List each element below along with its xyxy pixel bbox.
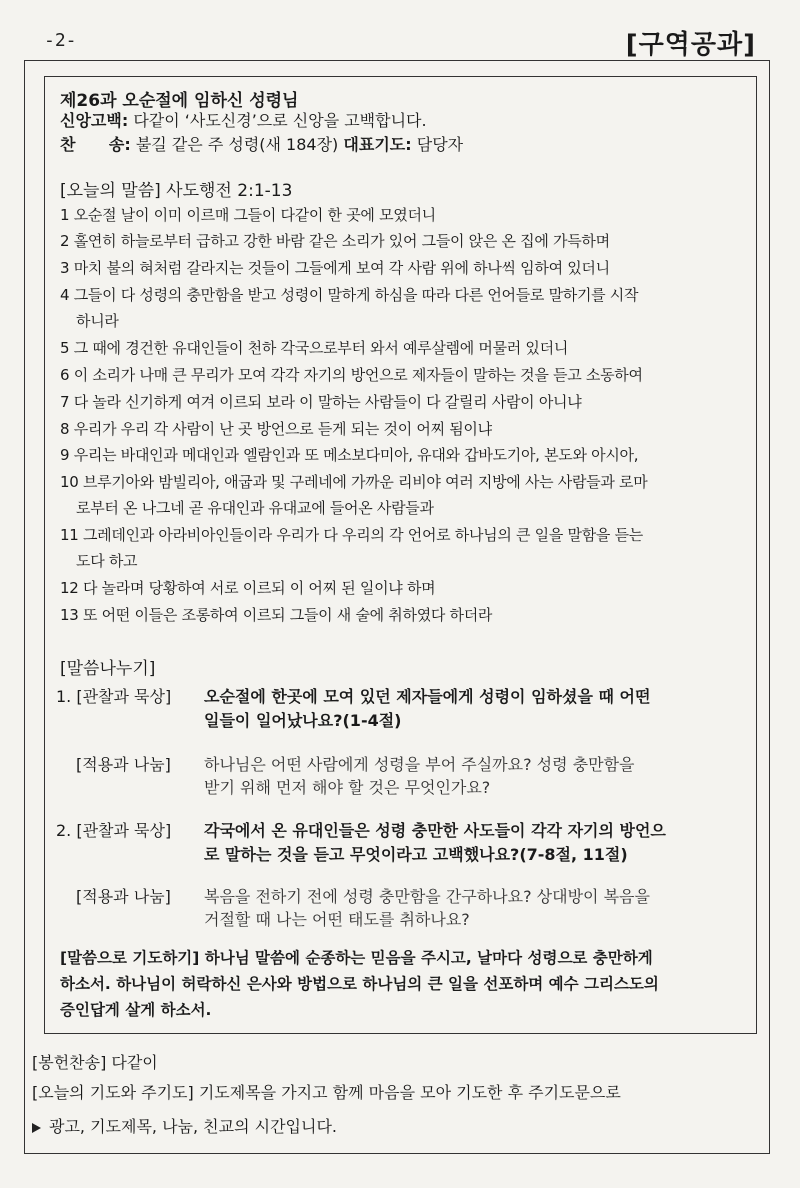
hymn-text: 불길 같은 주 성령(새 184장) xyxy=(135,135,339,154)
verse-10: 10 브루기아와 밤빌리아, 애굽과 및 구레네에 가까운 리비야 여러 지방에 사는 사람들과 로마 xyxy=(60,473,648,491)
apply-2-line1: 복음을 전하기 전에 성령 충만함을 간구하나요? 상대방이 복음을 xyxy=(204,887,650,906)
prayer-line-3: 증인답게 살게 하소서. xyxy=(60,1001,212,1019)
apply-2-tag: [적용과 나눔] xyxy=(76,887,171,906)
verse-1: 1 오순절 날이 이미 이르매 그들이 다같이 한 곳에 모였더니 xyxy=(60,206,436,224)
confession-line xyxy=(60,108,427,131)
sharing-heading: [말씀나누기] xyxy=(60,659,156,679)
verse-13: 13 또 어떤 이들은 조롱하여 이르되 그들이 새 술에 취하였다 하더라 xyxy=(60,606,493,624)
question-2-tag: 2. [관찰과 묵상] xyxy=(56,821,172,840)
verse-8: 8 우리가 우리 각 사람이 난 곳 방언으로 듣게 되는 것이 어찌 됨이냐 xyxy=(60,420,492,438)
apply-2-line2: 거절할 때 나는 어떤 태도를 취하나요? xyxy=(204,910,470,929)
verse-9: 9 우리는 바대인과 메대인과 엘람인과 또 메소보다미아, 유대와 갑바도기아, 본도와 아시아, xyxy=(60,446,639,464)
verse-11-cont: 도다 하고 xyxy=(76,552,138,570)
question-1-line2: 일들이 일어났나요?(1-4절) xyxy=(204,711,402,730)
verse-7: 7 다 놀라 신기하게 여겨 이르되 보라 이 말하는 사람들이 다 갈릴리 사람이 아니냐 xyxy=(60,393,582,411)
leader-label: 대표기도: xyxy=(343,135,412,154)
arrow-icon xyxy=(32,1123,41,1133)
page-number: -2- xyxy=(44,30,77,51)
confession-text: 다같이 ‘사도신경’으로 신앙을 고백합니다. xyxy=(133,111,427,130)
question-1-line1: 오순절에 한곳에 모여 있던 제자들에게 성령이 임하셨을 때 어떤 xyxy=(204,687,651,706)
header-tag: [구역공과] xyxy=(625,30,756,60)
verse-4-cont: 하니라 xyxy=(76,312,119,330)
apply-1-tag: [적용과 나눔] xyxy=(76,755,171,774)
question-1-tag: 1. [관찰과 묵상] xyxy=(56,687,172,706)
verse-11: 11 그레데인과 아라비아인들이라 우리가 다 우리의 각 언어로 하나님의 큰 일을 말함을 듣는 xyxy=(60,526,643,544)
today-prayer: [오늘의 기도와 주기도] 기도제목을 가지고 함께 마음을 모아 기도한 후 주기도문으로 xyxy=(32,1083,621,1102)
apply-1-line1: 하나님은 어떤 사람에게 성령을 부어 주실까요? 성령 충만함을 xyxy=(204,755,635,774)
hymn-label: 찬 송: xyxy=(60,135,131,154)
prayer-line-2: 하소서. 하나님이 허락하신 은사와 방법으로 하나님의 큰 일을 선포하며 예수 그리스도의 xyxy=(60,975,659,993)
scripture-heading: [오늘의 말씀] 사도행전 2:1-13 xyxy=(60,181,293,201)
apply-1-line2: 받기 위해 먼저 해야 할 것은 무엇인가요? xyxy=(204,778,491,797)
offering-hymn: [봉헌찬송] 다같이 xyxy=(32,1053,158,1072)
notice-text: 광고, 기도제목, 나눔, 친교의 시간입니다. xyxy=(49,1117,337,1136)
verse-12: 12 다 놀라며 당황하여 서로 이르되 이 어찌 된 일이냐 하며 xyxy=(60,579,436,597)
verse-2: 2 홀연히 하늘로부터 급하고 강한 바람 같은 소리가 있어 그들이 앉은 온 집에 가득하며 xyxy=(60,232,610,250)
leader-text: 담당자 xyxy=(416,135,464,154)
verse-10-cont: 로부터 온 나그네 곧 유대인과 유대교에 들어온 사람들과 xyxy=(76,499,434,517)
verse-3: 3 마치 불의 혀처럼 갈라지는 것들이 그들에게 보여 각 사람 위에 하나씩 임하여 있더니 xyxy=(60,259,610,277)
hymn-line xyxy=(60,132,463,155)
question-2-line1: 각국에서 온 유대인들은 성령 충만한 사도들이 각각 자기의 방언으 xyxy=(204,821,666,840)
confession-label: 신앙고백: xyxy=(60,111,129,130)
lesson-title: 제26과 오순절에 임하신 성령님 xyxy=(60,91,299,111)
verse-6: 6 이 소리가 나매 큰 무리가 모여 각각 자기의 방언으로 제자들이 말하는 것을 듣고 소동하여 xyxy=(60,366,643,384)
notice-line xyxy=(32,1114,337,1137)
question-2-line2: 로 말하는 것을 듣고 무엇이라고 고백했나요?(7-8절, 11절) xyxy=(204,845,628,864)
verse-5: 5 그 때에 경건한 유대인들이 천하 각국으로부터 와서 예루살렘에 머물러 있더니 xyxy=(60,339,569,357)
prayer-line-1: [말씀으로 기도하기] 하나님 말씀에 순종하는 믿음을 주시고, 날마다 성령으로 충만하게 xyxy=(60,949,653,967)
verse-4: 4 그들이 다 성령의 충만함을 받고 성령이 말하게 하심을 따라 다른 언어들로 말하기를 시작 xyxy=(60,286,639,304)
